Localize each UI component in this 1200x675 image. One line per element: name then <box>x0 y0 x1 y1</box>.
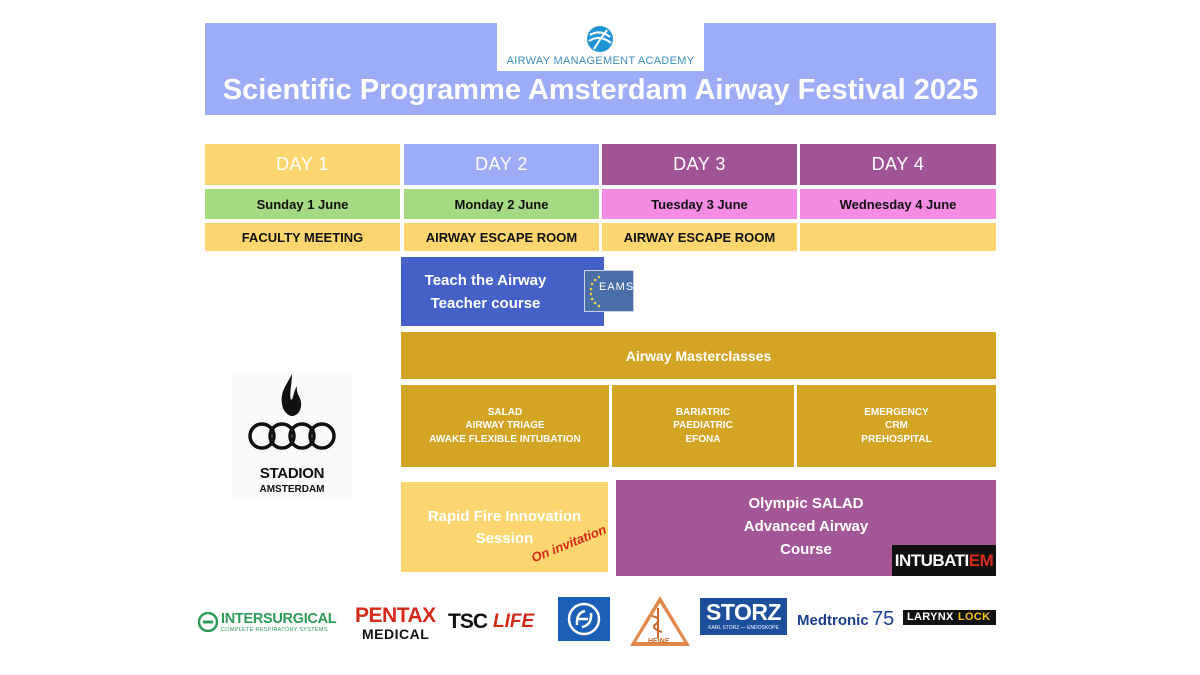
masterclass-item: AWAKE FLEXIBLE INTUBATION <box>429 433 581 445</box>
stadion-line-2: AMSTERDAM <box>259 484 325 495</box>
teach-line-1: Teach the Airway <box>424 272 547 289</box>
day-2-event: AIRWAY ESCAPE ROOM <box>404 223 599 251</box>
masterclass-group-2 <box>612 385 794 467</box>
masterclass-item: CRM <box>885 420 908 432</box>
intersurgical-mark-icon <box>198 612 218 632</box>
tsc-life-logo: LIFE <box>493 611 535 632</box>
intersurgical-sub: COMPLETE RESPIRATORY SYSTEMS <box>221 627 328 633</box>
day-4-header: DAY 4 <box>800 144 996 185</box>
intubatiem-logo: INTUBATI EM <box>892 545 996 576</box>
day-2-header: DAY 2 <box>404 144 599 185</box>
page-title: Scientific Programme Amsterdam Airway Festival 2025 <box>222 73 979 106</box>
day-2-date: Monday 2 June <box>404 189 599 219</box>
day-3-header: DAY 3 <box>602 144 797 185</box>
intersurgical-logo: INTERSURGICAL <box>221 611 337 627</box>
lock-text: LOCK <box>958 611 991 623</box>
olympic-line-1: Olympic SALAD <box>748 495 864 512</box>
heine-text: HEINE <box>648 638 670 645</box>
tsc-logo: TSC <box>448 610 487 633</box>
larynx-text: LARYNX <box>907 611 954 623</box>
eams-logo <box>584 270 634 312</box>
day-1-event: FACULTY MEETING <box>205 223 400 251</box>
rapid-fire-note: On invitation <box>529 521 609 566</box>
sf-logo-icon <box>558 597 610 641</box>
masterclass-item: BARIATRIC <box>675 406 731 418</box>
rapid-fire-line-2: Session <box>475 530 534 547</box>
pentax-logo: PENTAX <box>355 604 436 627</box>
olympic-line-2: Advanced Airway <box>743 518 869 535</box>
olympic-line-3: Course <box>780 541 832 558</box>
olympic-flame-rings-icon <box>242 372 342 460</box>
masterclasses-title: Airway Masterclasses <box>401 332 996 379</box>
eams-logo-text: EAMS <box>599 281 635 293</box>
day-4-date: Wednesday 4 June <box>800 189 996 219</box>
pentax-sub: MEDICAL <box>362 626 430 642</box>
masterclass-item: EFONA <box>685 433 721 445</box>
rapid-fire-line-1: Rapid Fire Innovation <box>427 508 582 525</box>
teach-line-2: Teacher course <box>430 295 541 312</box>
teach-airway-block <box>401 257 604 326</box>
storz-text: STORZ <box>705 599 782 625</box>
storz-sub: KARL STORZ — ENDOSKOPE <box>708 625 779 631</box>
academy-name: AIRWAY MANAGEMENT ACADEMY <box>506 55 695 67</box>
masterclass-group-3 <box>797 385 996 467</box>
medtronic-75: 75 <box>872 608 895 630</box>
day-3-event: AIRWAY ESCAPE ROOM <box>602 223 797 251</box>
masterclass-item: PREHOSPITAL <box>861 433 932 445</box>
academy-logo-box <box>497 23 704 71</box>
stadion-amsterdam-logo <box>232 372 352 500</box>
academy-globe-icon <box>586 25 614 53</box>
masterclass-item: SALAD <box>487 406 523 418</box>
storz-logo <box>700 598 787 635</box>
rapid-fire-block <box>401 482 608 572</box>
day-1-header: DAY 1 <box>205 144 400 185</box>
larynxlock-logo <box>903 610 996 625</box>
medtronic-logo: Medtronic <box>797 612 869 629</box>
masterclass-item: EMERGENCY <box>864 406 929 418</box>
day-4-event <box>800 223 996 251</box>
day-1-date: Sunday 1 June <box>205 189 400 219</box>
masterclass-item: PAEDIATRIC <box>673 420 733 432</box>
masterclass-item: AIRWAY TRIAGE <box>465 420 545 432</box>
day-3-date: Tuesday 3 June <box>602 189 797 219</box>
stadion-line-1: STADION <box>259 465 325 482</box>
masterclass-group-1 <box>401 385 609 467</box>
